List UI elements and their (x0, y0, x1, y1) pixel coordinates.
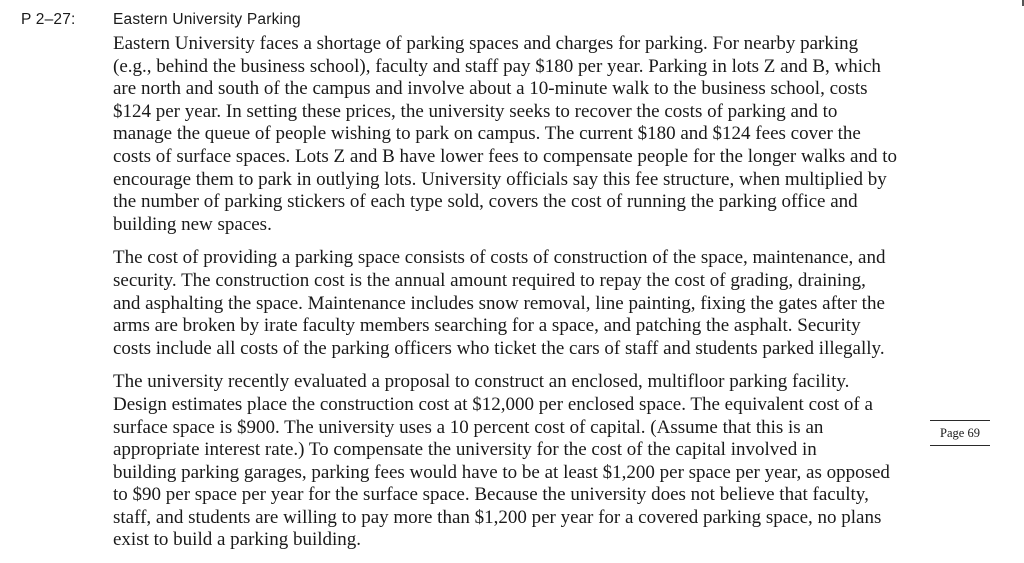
page-reference-marker: Page 69 (930, 420, 990, 446)
text-line: building parking garages, parking fees would have to be at least $1,200 per space per year, as opposed (113, 461, 890, 483)
problem-title: Eastern University Parking (113, 11, 301, 28)
text-line: are north and south of the campus and involve about a 10-minute walk to the business school, costs (113, 78, 868, 100)
text-line: arms are broken by irate faculty members searching for a space, and patching the asphalt. Security (113, 315, 861, 337)
paragraph-2 (113, 247, 993, 360)
text-line: security. The construction cost is the annual amount required to repay the cost of grading, draining, (113, 269, 866, 291)
text-line: The university recently evaluated a proposal to construct an enclosed, multifloor parking facility. (113, 371, 850, 393)
text-line: costs include all costs of the parking officers who ticket the cars of staff and students parked illegally. (113, 337, 885, 359)
text-line: surface space is $900. The university uses a 10 percent cost of capital. (Assume that this is an (113, 416, 824, 438)
text-line: $124 per year. In setting these prices, the university seeks to recover the costs of parking and to (113, 100, 838, 122)
text-line: and asphalting the space. Maintenance includes snow removal, line painting, fixing the gates after the (113, 292, 885, 314)
text-line: (e.g., behind the business school), faculty and staff pay $180 per year. Parking in lots Z and B, which (113, 55, 881, 77)
text-line: costs of surface spaces. Lots Z and B have lower fees to compensate people for the longer walks and to (113, 145, 898, 167)
text-line: to $90 per space per year for the surface space. Because the university does not believe that faculty, (113, 484, 869, 506)
text-line: Design estimates place the construction cost at $12,000 per enclosed space. The equivalent cost of a (113, 393, 873, 415)
text-line: manage the queue of people wishing to park on campus. The current $180 and $124 fees cover the (113, 123, 861, 145)
text-line: the number of parking stickers of each type sold, covers the cost of running the parking office and (113, 191, 858, 213)
text-line: encourage them to park in outlying lots. University officials say this fee structure, when multiplied by (113, 168, 887, 190)
text-line: building new spaces. (113, 213, 272, 235)
problem-number: P 2–27: (21, 11, 76, 28)
problem-body (113, 33, 993, 563)
text-line: exist to build a parking building. (113, 529, 362, 551)
text-line: staff, and students are willing to pay more than $1,200 per year for a covered parking space, no plans (113, 506, 882, 528)
text-line: Eastern University faces a shortage of parking spaces and charges for parking. For nearby parking (113, 33, 859, 54)
paragraph-3 (113, 371, 993, 552)
text-line: The cost of providing a parking space consists of costs of construction of the space, maintenance, and (113, 247, 886, 269)
paragraph-1 (113, 33, 993, 236)
text-line: appropriate interest rate.) To compensate the university for the cost of the capital involved in (113, 439, 817, 461)
